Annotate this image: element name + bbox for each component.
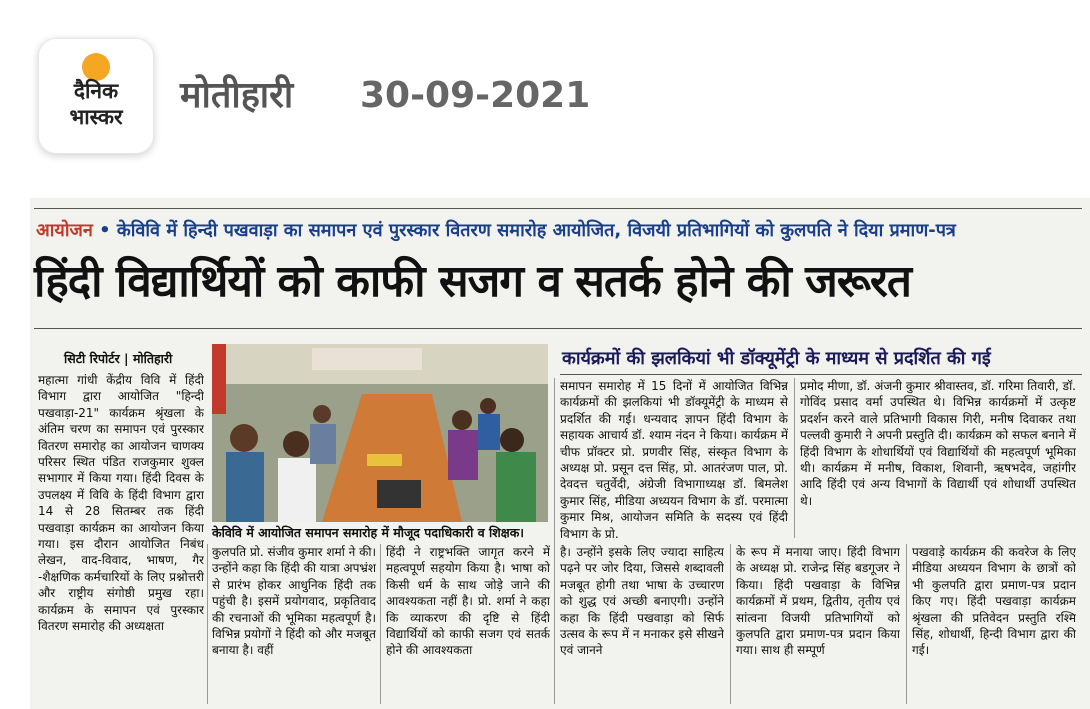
headline-rule [34, 328, 1082, 329]
logo-text-line2: भास्कर [69, 105, 123, 129]
article-column-1-text: महात्मा गांधी केंद्रीय विवि में हिंदी विभाग द्वारा आयोजित "हिन्दी पखवाड़ा-21" कार्यक्रम श्रृंखला के अंतिम चरण का समापन एवं पुरस्कार वितरण समारोह का आयोजन चाणक्य परिसर स्थित पंडित राजकुमार शुक्ल सभागार में किया गया। हिंदी दिवस के उपलक्ष्य में विवि के हिंदी विभाग द्वारा 14 से 28 सितम्बर तक हिंदी पखवाड़ा कार्यक्रम का आयोजन किया गया। इस दौरान आयोजित निबंध लेखन, वाद-विवाद, भाषण, गैर -शैक्षणिक कर्मचारियों के लिए प्रश्नोत्तरी और राष्ट्रीय संगोष्ठी प्रमुख रहा। कार्यक्रम के समापन एवं पुरस्कार वितरण समारोह की अध्यक्षता [38, 373, 204, 634]
article-column-4-top [560, 378, 788, 540]
event-photo [212, 344, 548, 522]
article-column-5-bottom-text: के रूप में मनाया जाए। हिंदी विभाग के अध्यक्ष प्रो. राजेन्द्र सिंह बडगूजर ने किया। हिंदी पखवाड़ा के विभिन्न कार्यक्रमों में प्रथम, द्वितीय, तृतीय एवं सांत्वना विजयी प्रतिभागियों को कुलपति द्वारा प्रमाण-पत्र प्रदान किया गया। साथ ही सम्पूर्ण [736, 545, 900, 658]
subhead-rule [560, 374, 1082, 375]
article-column-2 [212, 544, 376, 704]
article-column-5-top-text: प्रमोद मीणा, डॉ. अंजनी कुमार श्रीवास्तव, डॉ. गरिमा तिवारी, डॉ. गोविंद प्रसाद वर्मा उपस्थित थे। विभिन्न कार्यक्रमों में उत्कृष्ट प्रदर्शन करने वाले प्रतिभागी विकास गिरी, मनीष दिवाकर तथा पल्लवी कुमारी ने अपनी प्रस्तुति दी। कार्यक्रम को सफल बनाने में हिंदी विभाग के शोधार्थियों एवं विद्यार्थियों की महत्वपूर्ण भूमिका थी। कार्यक्रम में मनीष, विकाश, शिवानी, ऋषभदेव, जहांगीर आदि हिंदी एवं अन्य विभागों के विद्यार्थी एवं शोधार्थी उपस्थित थे। [800, 379, 1076, 508]
byline: सिटी रिपोर्टर | मोतिहारी [64, 351, 173, 366]
newspaper-clipping [30, 198, 1090, 709]
kicker-text: केविवि में हिन्दी पखवाड़ा का समापन एवं पुरस्कार वितरण समारोह आयोजित, विजयी प्रतिभागियों को कुलपति ने दिया प्रमाण-पत्र [116, 220, 956, 241]
edition-city: मोतीहारी [180, 75, 294, 116]
article-column-3-text: हिंदी ने राष्ट्रभक्ति जागृत करने में महत्वपूर्ण सहयोग किया है। भाषा को किसी धर्म के साथ जोड़े जाने की आवश्यकता नहीं है। प्रो. शर्मा ने कहा कि व्याकरण की दृष्टि से हिंदी विद्यार्थियों को काफी सजग एवं सतर्क होने की आवश्यकता [386, 545, 550, 658]
column-divider [554, 378, 555, 704]
article-column-1 [38, 372, 204, 702]
article-column-5-top [800, 378, 1076, 540]
photo-caption: केविवि में आयोजित समापन समारोह में मौजूद पदाधिकारी व शिक्षक। [212, 525, 525, 540]
article-column-4-bottom [560, 544, 724, 704]
article-column-6 [912, 544, 1076, 704]
kicker-tag: आयोजन [36, 220, 93, 241]
headline: हिंदी विद्यार्थियों को काफी सजग व सतर्क होने की जरूरत [34, 256, 912, 307]
photo-illustration [212, 344, 548, 522]
column-divider [380, 544, 381, 704]
page-header [0, 0, 1090, 190]
article-column-3 [386, 544, 550, 704]
article-column-6-text: पखवाड़े कार्यक्रम की कवरेज के लिए मीडिया अध्ययन विभाग के छात्रों को भी कुलपति द्वारा प्रमाण-पत्र प्रदान किए गए। हिंदी पखवाड़ा कार्यक्रम श्रृंखला की प्रतिवेदन प्रस्तुति रश्मि सिंह, शोधार्थी, हिन्दी विभाग द्वारा की गई। [912, 545, 1076, 658]
logo-text-line1: दैनिक [73, 79, 119, 103]
column-divider [794, 378, 795, 538]
article-column-2-text: कुलपति प्रो. संजीव कुमार शर्मा ने की। उन्होंने कहा कि हिंदी की यात्रा अपभ्रंश से प्रारंभ होकर आधुनिक हिंदी तक पहुंची है। इसमें प्रयोगवाद, प्रकृतिवाद की रचनाओं की भूमिका महत्वपूर्ण है। विभिन्न प्रयोगों ने हिंदी को और मजबूत बनाया है। वहीं [212, 545, 376, 658]
article-column-4-top-text: समापन समारोह में 15 दिनों में आयोजित विभिन्न कार्यक्रमों की झलकियां भी डॉक्यूमेंट्री के माध्यम से प्रदर्शित की गई। धन्यवाद ज्ञापन हिंदी विभाग के सहायक आचार्य डॉ. श्याम नंदन ने किया। कार्यक्रम में चीफ प्रॉक्टर प्रो. प्रणवीर सिंह, संस्कृत विभाग के अध्यक्ष प्रो. प्रसून दत्त सिंह, प्रो. आतरंजण पाल, प्रो. देवदत्त चतुर्वेदी, अंग्रेजी विभागाध्यक्ष डॉ. बिमलेश कुमार सिंह, मीडिया अध्ययन विभाग के डॉ. परमात्मा कुमार मिश्र, आयोजन समिति के सदस्य एवं हिंदी विभाग के प्रो. [560, 379, 788, 540]
article-column-4-bottom-text: है। उन्होंने इसके लिए ज्यादा साहित्य पढ़ने पर जोर दिया, जिससे शब्दावली मजबूत होगी तथा भाषा के उच्चारण को शुद्ध एवं अच्छी बनाएगी। उन्होंने कहा कि हिंदी पखवाड़ा को सिर्फ उत्सव के रूप में न मनाकर इसे सीखने एवं जानने [560, 545, 724, 658]
edition-date: 30-09-2021 [360, 75, 591, 116]
subheading: कार्यक्रमों की झलकियां भी डॉक्यूमेंट्री के माध्यम से प्रदर्शित की गई [562, 348, 991, 369]
column-divider [730, 544, 731, 704]
kicker: आयोजन • केविवि में हिन्दी पखवाड़ा का समापन एवं पुरस्कार वितरण समारोह आयोजित, विजयी प्रतिभागियों को कुलपति ने दिया प्रमाण-पत्र [36, 220, 956, 241]
column-divider [906, 544, 907, 704]
top-rule [34, 208, 1082, 209]
article-column-5-bottom [736, 544, 900, 704]
sun-icon [82, 53, 110, 81]
dainik-bhaskar-logo [38, 38, 154, 154]
column-divider [207, 544, 208, 704]
